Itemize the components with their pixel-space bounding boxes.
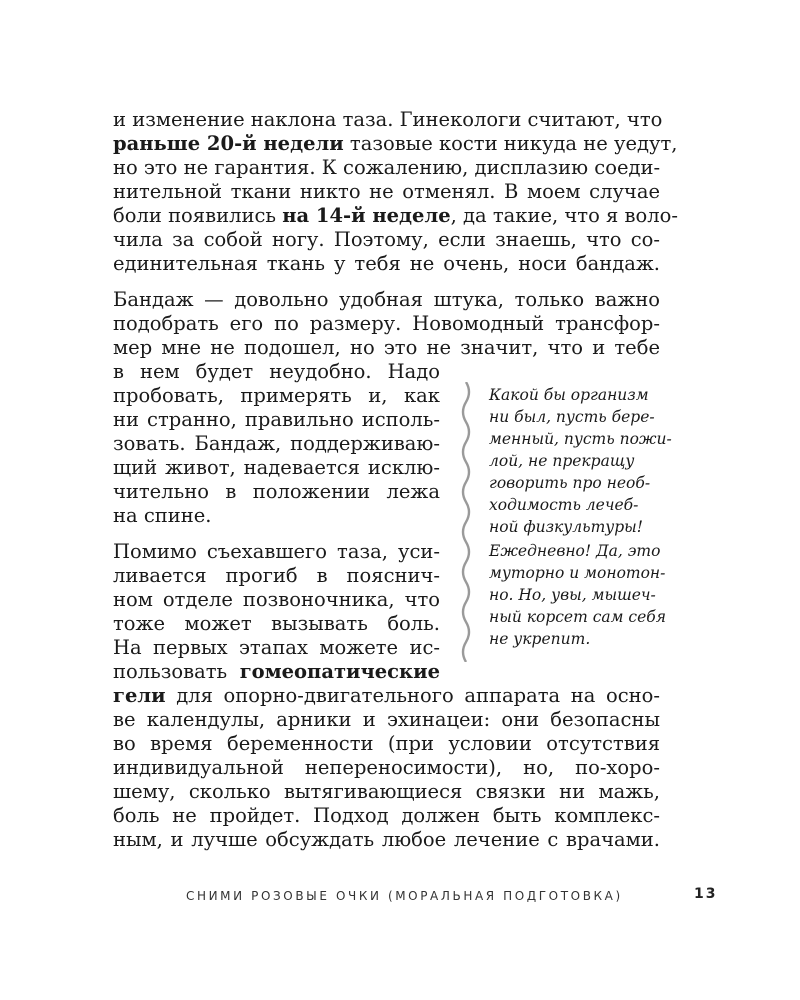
- text-line: на спине.: [113, 504, 212, 527]
- text-line: ном отделе позвоночника, что: [113, 588, 440, 611]
- text-line: ве календулы, арники и эхинацеи: они безопасны: [113, 708, 660, 731]
- text-line: [113, 204, 678, 228]
- text-line: пробовать, примерять и, как: [113, 384, 440, 407]
- text-line: чила за собой ногу. Поэтому, если знаешь, что со-: [113, 228, 660, 251]
- text-line: боль не пройдет. Подход должен быть комплекс-: [113, 804, 660, 827]
- text-span: тазовые кости никуда не уедут,: [343, 132, 678, 155]
- text-line: [113, 132, 678, 156]
- text-line: единительная ткань у тебя не очень, носи бандаж.: [113, 252, 660, 275]
- note-line: ни был, пусть бере-: [489, 408, 655, 426]
- text-line: зовать. Бандаж, поддерживаю-: [113, 432, 440, 455]
- note-line: Какой бы организм: [489, 386, 649, 404]
- text-line: индивидуальной непереносимости), но, по-хоро-: [113, 756, 660, 779]
- note-line: ной физкультуры!: [489, 518, 644, 536]
- text-line: На первых этапах можете ис-: [113, 636, 440, 659]
- note-line: ный корсет сам себя: [489, 608, 667, 626]
- text-line: мер мне не подошел, но это не значит, что и тебе: [113, 336, 660, 359]
- bold-phrase: гомеопатические: [239, 660, 440, 683]
- text-line: нительной ткани никто не отменял. В моем случае: [113, 180, 660, 203]
- text-line: во время беременности (при условии отсутствия: [113, 732, 660, 755]
- text-span: боли появились: [113, 204, 283, 227]
- note-line: Ежедневно! Да, это: [489, 542, 661, 560]
- note-line: муторно и монотон-: [489, 564, 666, 582]
- note-line: но. Но, увы, мышеч-: [489, 586, 656, 604]
- note-line: лой, не прекращу: [489, 452, 635, 470]
- text-line: ливается прогиб в пояснич-: [113, 564, 440, 587]
- text-line: щий живот, надевается исклю-: [113, 456, 440, 479]
- text-line: чительно в положении лежа: [113, 480, 440, 503]
- text-line: тоже может вызывать боль.: [113, 612, 440, 635]
- text-line: Помимо съехавшего таза, уси-: [113, 540, 440, 563]
- text-line: ным, и лучше обсуждать любое лечение с врачами.: [113, 828, 660, 851]
- text-line: подобрать его по размеру. Новомодный трансфор-: [113, 312, 660, 335]
- text-span: для опорно-двигательного аппарата на осно-: [165, 684, 660, 707]
- text-line: в нем будет неудобно. Надо: [113, 360, 440, 383]
- text-span: пользовать: [113, 660, 240, 683]
- text-line: шему, сколько вытягивающиеся связки ни мажь,: [113, 780, 660, 803]
- note-line: менный, пусть пожи-: [489, 430, 672, 448]
- note-line: ходимость лечеб-: [489, 496, 639, 514]
- note-line: не укрепит.: [489, 630, 591, 648]
- text-span: , да такие, что я воло-: [450, 204, 678, 227]
- wavy-divider: [456, 382, 476, 662]
- bold-phrase: на 14-й неделе: [282, 204, 451, 227]
- bold-phrase: гели: [113, 684, 166, 707]
- text-line: [113, 684, 660, 708]
- text-line: Бандаж — довольно удобная штука, только важно: [113, 288, 660, 311]
- text-line: и изменение наклона таза. Гинекологи считают, что: [113, 108, 663, 131]
- text-line: [113, 660, 440, 684]
- text-line: ни странно, правильно исполь-: [113, 408, 440, 431]
- note-line: говорить про необ-: [489, 474, 651, 492]
- page-number: 13: [694, 886, 718, 902]
- bold-phrase: раньше 20-й недели: [113, 132, 344, 155]
- text-line: но это не гарантия. К сожалению, дисплазию соеди-: [113, 156, 661, 179]
- running-title: СНИМИ РОЗОВЫЕ ОЧКИ (МОРАЛЬНАЯ ПОДГОТОВКА): [186, 889, 623, 903]
